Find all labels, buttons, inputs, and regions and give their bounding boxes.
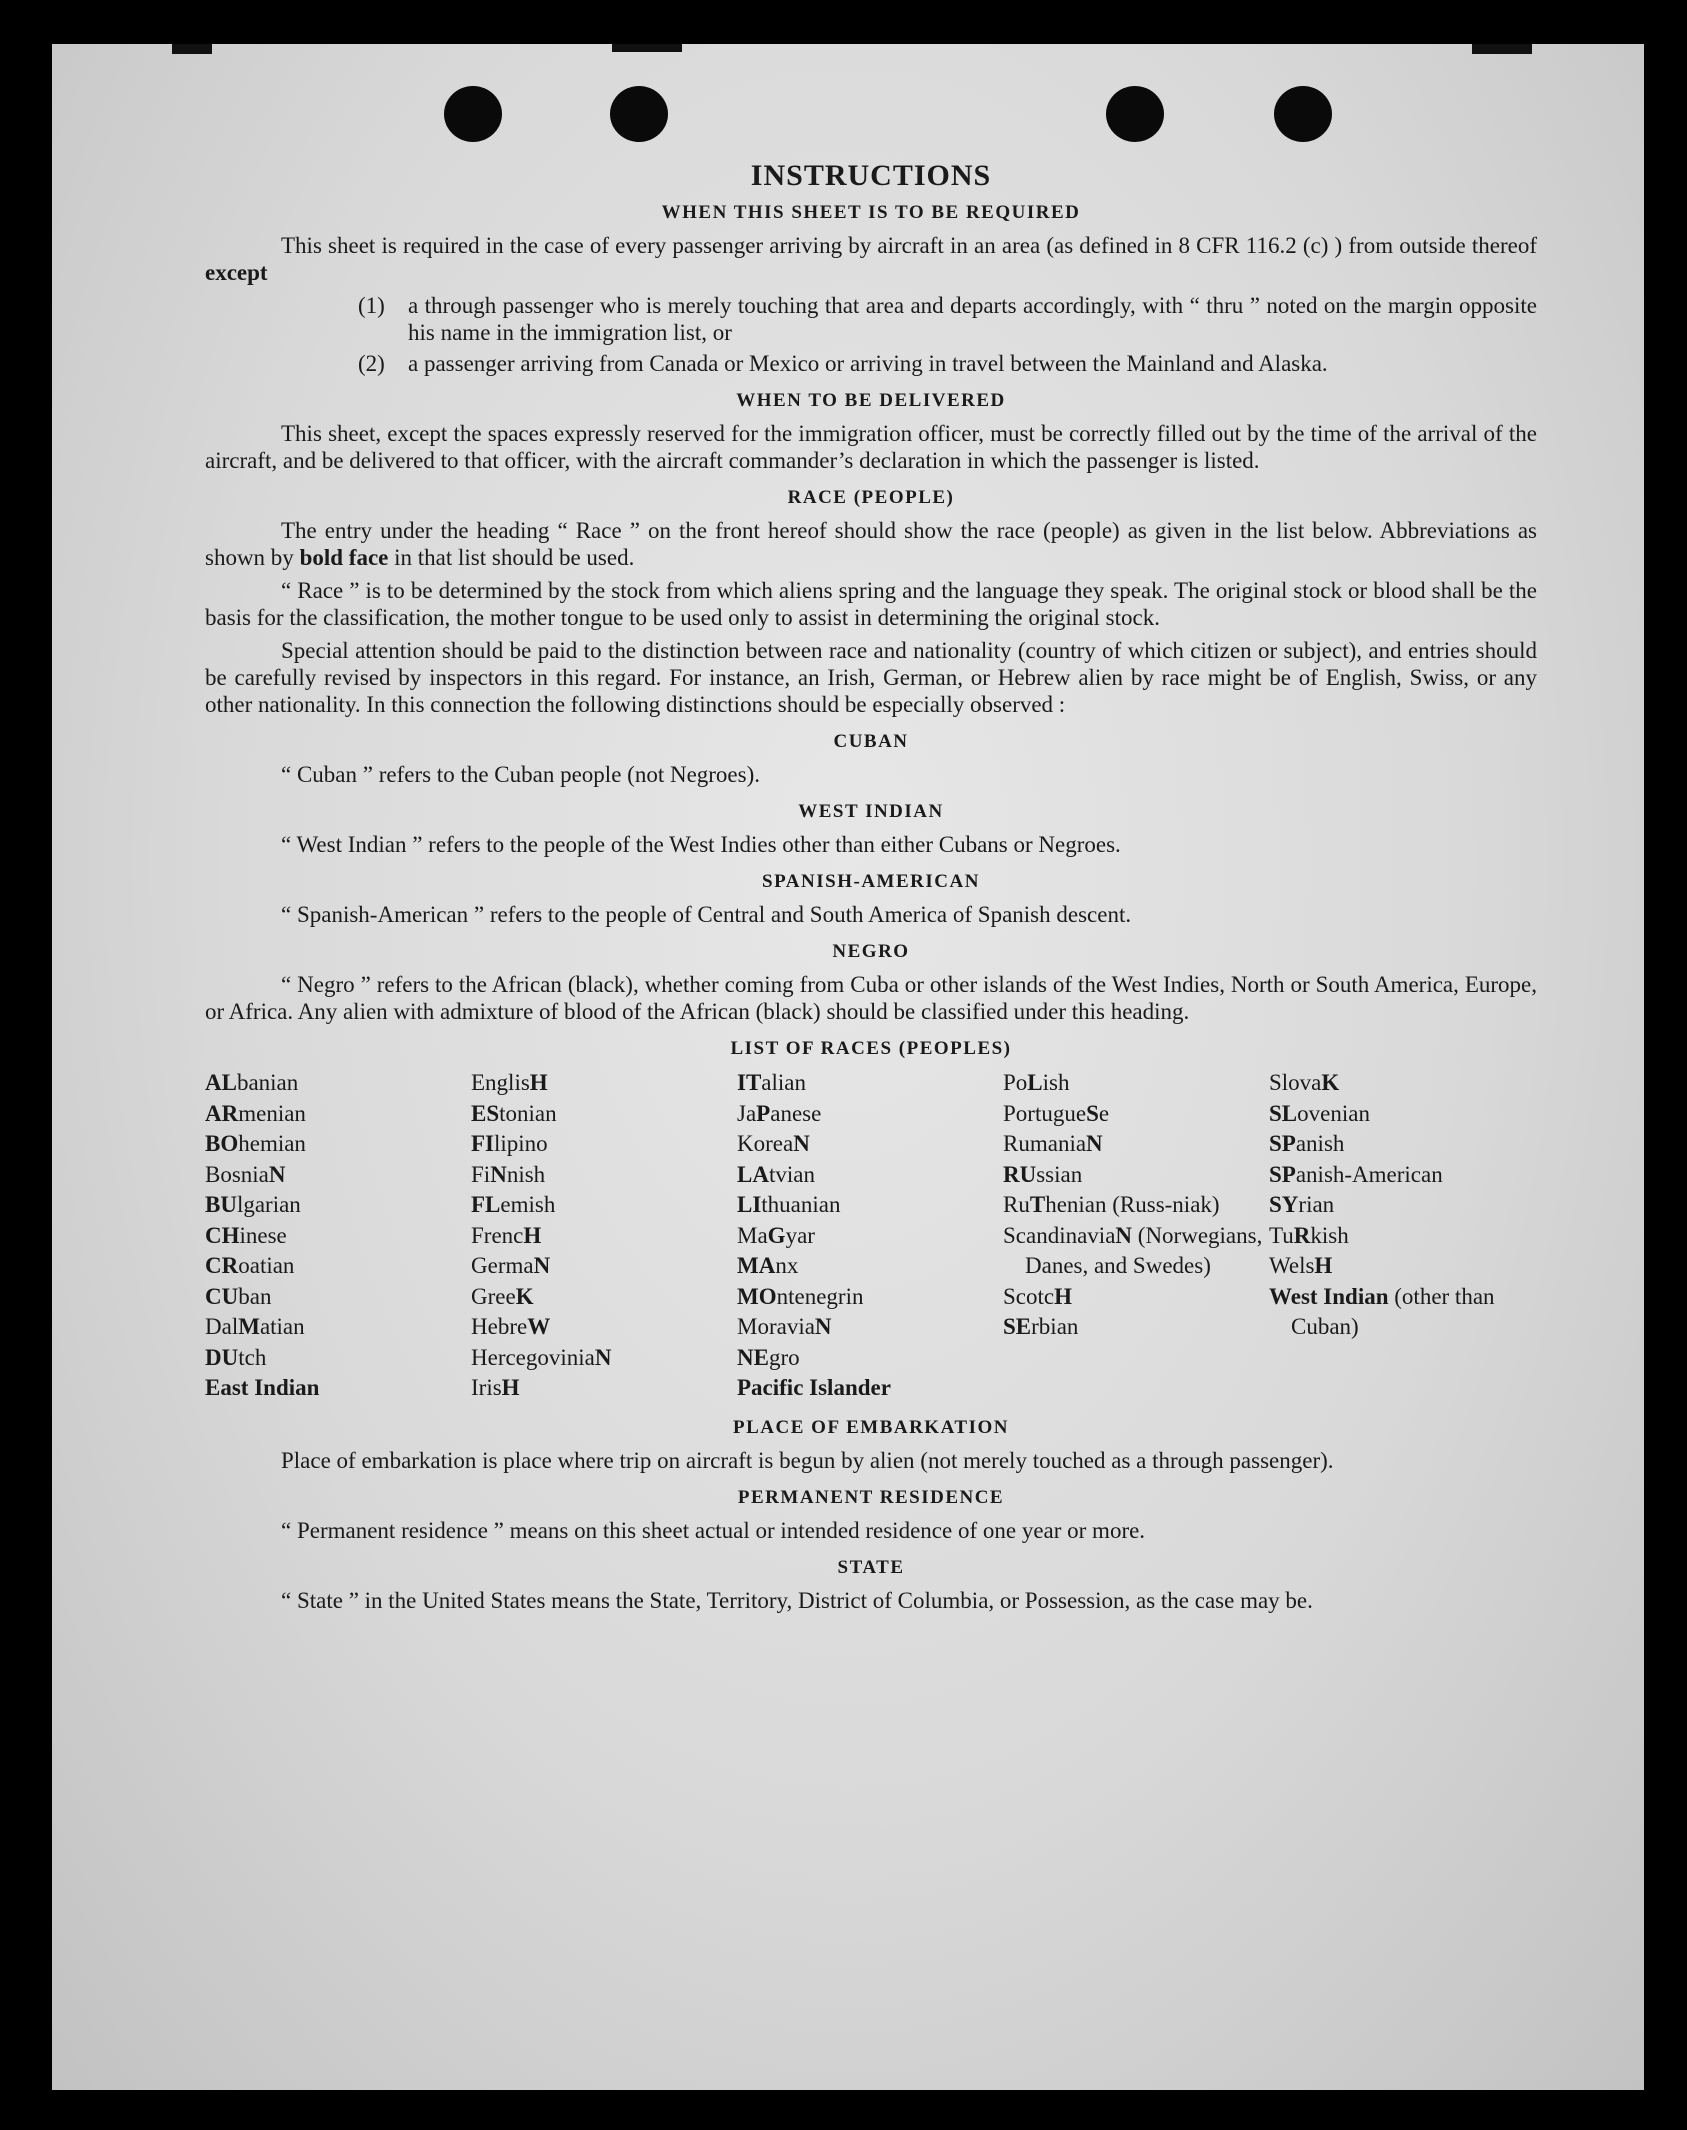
torn-edge [1472, 44, 1532, 54]
section-heading-state: STATE [837, 1556, 905, 1578]
races-column [205, 1068, 471, 1404]
race-entry: DalMatian [205, 1314, 305, 1339]
races-column [1003, 1068, 1269, 1404]
race-entry: PortugueSe [1003, 1100, 1110, 1126]
enum-item-1: (1) a through passenger who is merely touching that area and departs accordingly, with “ thru ” noted on the margin opposite his name in the immigration list, or [358, 293, 1537, 345]
race-entry: GreeK [471, 1283, 534, 1309]
race-entry: LIthuanian [737, 1192, 841, 1217]
race-entry: NEgro [737, 1344, 800, 1370]
paragraph-when-delivered: This sheet, except the spaces expressly reserved for the immigration officer, must be correctly filled out by the time of the arrival of the aircraft, and be delivered to that officer, with the aircraft commander’s declaration in which the passenger is listed. [205, 421, 1537, 473]
race-entry: EStonian [471, 1100, 557, 1126]
race-entry: CRoatian [205, 1253, 295, 1278]
paragraph-residence: “ Permanent residence ” means on this sheet actual or intended residence of one year or more. [281, 1517, 1146, 1543]
race-entry: SYrian [1269, 1192, 1335, 1217]
section-heading-race: RACE (PEOPLE) [787, 487, 955, 508]
race-entry: SlovaK [1269, 1070, 1340, 1095]
race-entry: MaGyar [737, 1222, 815, 1248]
section-heading-when-delivered: WHEN TO BE DELIVERED [736, 390, 1006, 411]
race-entry: FLemish [471, 1192, 556, 1217]
paragraph-negro: “ Negro ” refers to the African (black), whether coming from Cuba or other islands of the West Indies, North or South America, Europe, or Africa. Any alien with admixture of blood of the African (black) should be classified under this heading. [205, 972, 1537, 1024]
section-heading-residence: PERMANENT RESIDENCE [737, 1486, 1005, 1508]
paragraph-embarkation: Place of embarkation is place where trip on aircraft is begun by alien (not merely touched as a through passenger). [281, 1447, 1334, 1473]
race-entry: ARmenian [205, 1100, 306, 1126]
document-sheet [52, 44, 1644, 2090]
race-entry: ALbanian [205, 1070, 299, 1095]
paragraph-west-indian: “ West Indian ” refers to the people of the West Indies other than either Cubans or Negroes. [281, 832, 1121, 857]
race-entry: HebreW [471, 1314, 551, 1339]
race-entry: TuRkish [1269, 1222, 1349, 1248]
punch-hole [610, 86, 668, 142]
race-entry: LAtvian [737, 1161, 815, 1187]
paragraph-race-3: Special attention should be paid to the distinction between race and nationality (country of which citizen or subject), and entries should be carefully revised by inspectors in this regard. For instance, an Irish, German, or Hebrew alien by race might be of English, Swiss, or any other nationality. In this connection the following distinctions should be especially observed : [205, 638, 1537, 717]
race-entry: MoraviaN [737, 1314, 832, 1339]
race-entry: BosniaN [205, 1161, 286, 1187]
race-entry: CHinese [205, 1222, 287, 1248]
race-entry: WelsH [1269, 1253, 1333, 1278]
paragraph-state: “ State ” in the United States means the State, Territory, District of Columbia, or Possession, as the case may be. [281, 1587, 1313, 1613]
punch-hole [1106, 86, 1164, 142]
race-entry: RUssian [1003, 1161, 1083, 1187]
paragraph-race-1: The entry under the heading “ Race ” on the front hereof should show the race (people) as given in the list below. Abbreviations as shown by bold face in that list should be used. [205, 518, 1537, 570]
paragraph-race-2: “ Race ” is to be determined by the stock from which aliens spring and the language they speak. The original stock or blood shall be the basis for the classification, the mother tongue to be used only to assist in determining the original stock. [205, 578, 1537, 630]
race-entry: RuThenian (Russ-niak) [1003, 1192, 1220, 1217]
section-heading-when-required: WHEN THIS SHEET IS TO BE REQUIRED [661, 202, 1081, 223]
race-entry: FrencH [471, 1222, 542, 1248]
race-entry: IrisH [471, 1375, 520, 1400]
paragraph-cuban: “ Cuban ” refers to the Cuban people (not Negroes). [281, 762, 761, 787]
race-entry: SErbian [1003, 1314, 1079, 1339]
instructions-content [205, 159, 1537, 1620]
race-entry: KoreaN [737, 1131, 810, 1156]
race-entry: JaPanese [737, 1100, 822, 1126]
race-entry: SLovenian [1269, 1100, 1370, 1126]
race-entry: Pacific Islander [737, 1375, 891, 1400]
paragraph-spanish-american: “ Spanish-American ” refers to the people of Central and South America of Spanish descent. [281, 902, 1132, 927]
race-entry: BUlgarian [205, 1192, 301, 1217]
punch-hole [444, 86, 502, 142]
race-entry: EnglisH [471, 1070, 548, 1095]
section-heading-cuban: CUBAN [833, 731, 909, 752]
races-column [737, 1068, 1003, 1404]
punch-hole [1274, 86, 1332, 142]
page-title: INSTRUCTIONS [750, 159, 992, 192]
race-entry: SPanish [1269, 1131, 1345, 1156]
race-entry: FiNnish [471, 1161, 546, 1187]
section-heading-west-indian: WEST INDIAN [798, 801, 944, 822]
race-entry: ScandinaviaN (Norwegians, Danes, and Swedes) [1003, 1222, 1263, 1278]
section-heading-negro: NEGRO [832, 941, 910, 962]
torn-edge [172, 44, 212, 54]
race-entry: ScotcH [1003, 1283, 1072, 1309]
race-entry: GermaN [471, 1253, 551, 1278]
race-entry: FIlipino [471, 1131, 548, 1156]
race-entry: PoLish [1003, 1070, 1070, 1095]
paragraph-when-required: This sheet is required in the case of every passenger arriving by aircraft in an area (as defined in 8 CFR 116.2 (c) ) from outside thereof except [205, 233, 1537, 285]
race-entry: MAnx [737, 1253, 799, 1278]
race-entry: MOntenegrin [737, 1283, 864, 1309]
section-heading-spanish-american: SPANISH-AMERICAN [762, 871, 980, 892]
races-column [471, 1068, 737, 1404]
race-entry: RumaniaN [1003, 1131, 1103, 1156]
race-entry: HercegoviniaN [471, 1344, 612, 1370]
race-entry: BOhemian [205, 1131, 306, 1156]
race-entry: CUban [205, 1283, 272, 1309]
race-entry: SPanish-American [1269, 1161, 1443, 1187]
section-heading-embarkation: PLACE OF EMBARKATION [733, 1416, 1009, 1438]
race-entry: East Indian [205, 1375, 320, 1400]
enum-item-2: (2) a passenger arriving from Canada or Mexico or arriving in travel between the Mainland and Alaska. [358, 351, 1328, 376]
race-entry: DUtch [205, 1344, 267, 1370]
races-list [205, 1068, 1537, 1404]
torn-edge [612, 44, 682, 52]
races-column [1269, 1068, 1535, 1404]
race-entry: West Indian (other than Cuban) [1269, 1283, 1495, 1339]
race-entry: ITalian [737, 1070, 806, 1095]
section-heading-list-of-races: LIST OF RACES (PEOPLES) [730, 1038, 1012, 1059]
